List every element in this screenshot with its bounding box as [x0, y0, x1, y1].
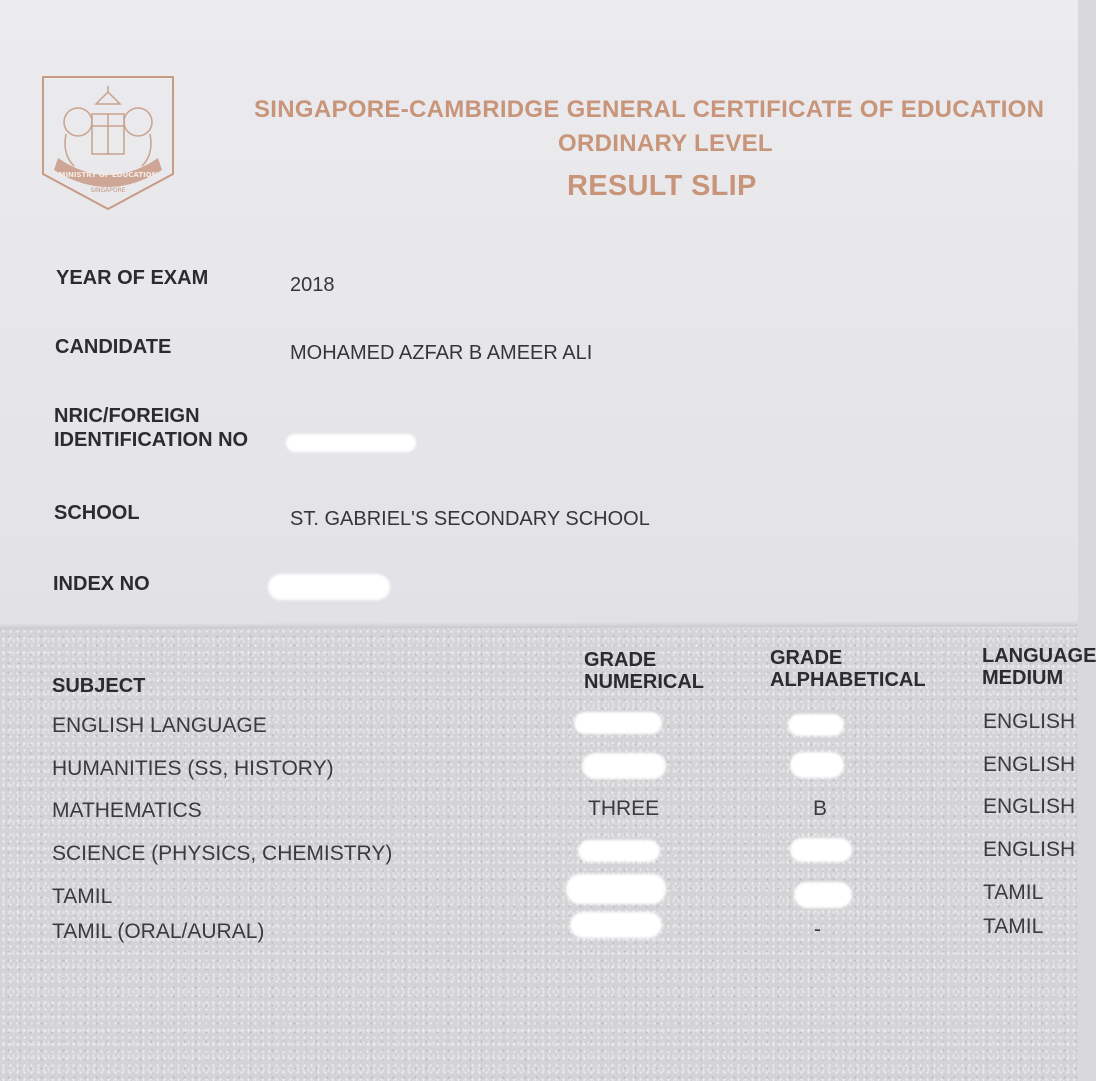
grade-alphabetical-mathematics: B — [813, 797, 828, 820]
grade-redaction — [790, 838, 852, 862]
school-value: ST. GABRIEL'S SECONDARY SCHOOL — [290, 508, 650, 530]
subject-humanities: HUMANITIES (SS, HISTORY) — [52, 757, 334, 780]
grade-numerical-header-line-2: NUMERICAL — [584, 671, 704, 693]
nric-label-line-1: NRIC/FOREIGN — [54, 405, 200, 427]
medium-science: ENGLISH — [983, 838, 1076, 861]
grade-redaction — [570, 912, 662, 938]
year-of-exam-value: 2018 — [290, 274, 335, 296]
grade-redaction — [578, 840, 660, 862]
subject-science: SCIENCE (PHYSICS, CHEMISTRY) — [52, 842, 393, 865]
subject-mathematics: MATHEMATICS — [52, 799, 202, 822]
medium-tamil-oral-aural: TAMIL — [983, 915, 1044, 938]
grade-redaction — [566, 874, 666, 904]
grade-redaction — [790, 752, 844, 778]
medium-humanities: ENGLISH — [983, 753, 1076, 776]
exam-title: SINGAPORE-CAMBRIDGE GENERAL CERTIFICATE OF EDUCATION — [254, 96, 1045, 123]
subject-column-header: SUBJECT — [52, 675, 146, 697]
nric-redaction — [286, 434, 416, 452]
grade-numerical-column-header — [584, 649, 704, 693]
grade-redaction — [582, 753, 666, 779]
ministry-of-education-crest-icon — [40, 74, 176, 212]
language-medium-column-header — [982, 645, 1096, 689]
grade-numerical-mathematics: THREE — [588, 797, 660, 820]
subject-tamil-oral-aural: TAMIL (ORAL/AURAL) — [52, 920, 265, 943]
candidate-label: CANDIDATE — [55, 336, 172, 358]
school-label: SCHOOL — [54, 502, 140, 524]
grade-alphabetical-column-header — [770, 647, 926, 691]
medium-tamil: TAMIL — [983, 881, 1044, 904]
grade-redaction — [788, 714, 844, 736]
grade-numerical-header-line-1: GRADE — [584, 649, 657, 671]
language-medium-header-line-1: LANGUAGE — [982, 645, 1096, 667]
year-of-exam-label: YEAR OF EXAM — [56, 267, 209, 289]
subject-tamil: TAMIL — [52, 885, 113, 908]
subject-english-language: ENGLISH LANGUAGE — [52, 714, 267, 737]
nric-label-line-2: IDENTIFICATION NO — [54, 429, 249, 451]
language-medium-header-line-2: MEDIUM — [982, 667, 1064, 689]
crest-ribbon-text: MINISTRY OF EDUCATION — [58, 171, 158, 179]
crest-bottom-text: SINGAPORE — [90, 187, 126, 194]
grade-redaction — [794, 882, 852, 908]
document-title: RESULT SLIP — [567, 170, 757, 202]
grade-alphabetical-tamil-oral-aural: - — [814, 918, 821, 941]
grade-redaction — [574, 712, 662, 734]
nric-label — [54, 404, 248, 452]
exam-level: ORDINARY LEVEL — [558, 130, 773, 157]
grade-alphabetical-header-line-1: GRADE — [770, 647, 843, 669]
candidate-value: MOHAMED AZFAR B AMEER ALI — [290, 342, 593, 364]
grade-alphabetical-header-line-2: ALPHABETICAL — [770, 669, 926, 691]
index-no-label: INDEX NO — [53, 573, 150, 595]
medium-english-language: ENGLISH — [983, 710, 1076, 733]
medium-mathematics: ENGLISH — [983, 795, 1076, 818]
index-no-redaction — [268, 574, 390, 600]
